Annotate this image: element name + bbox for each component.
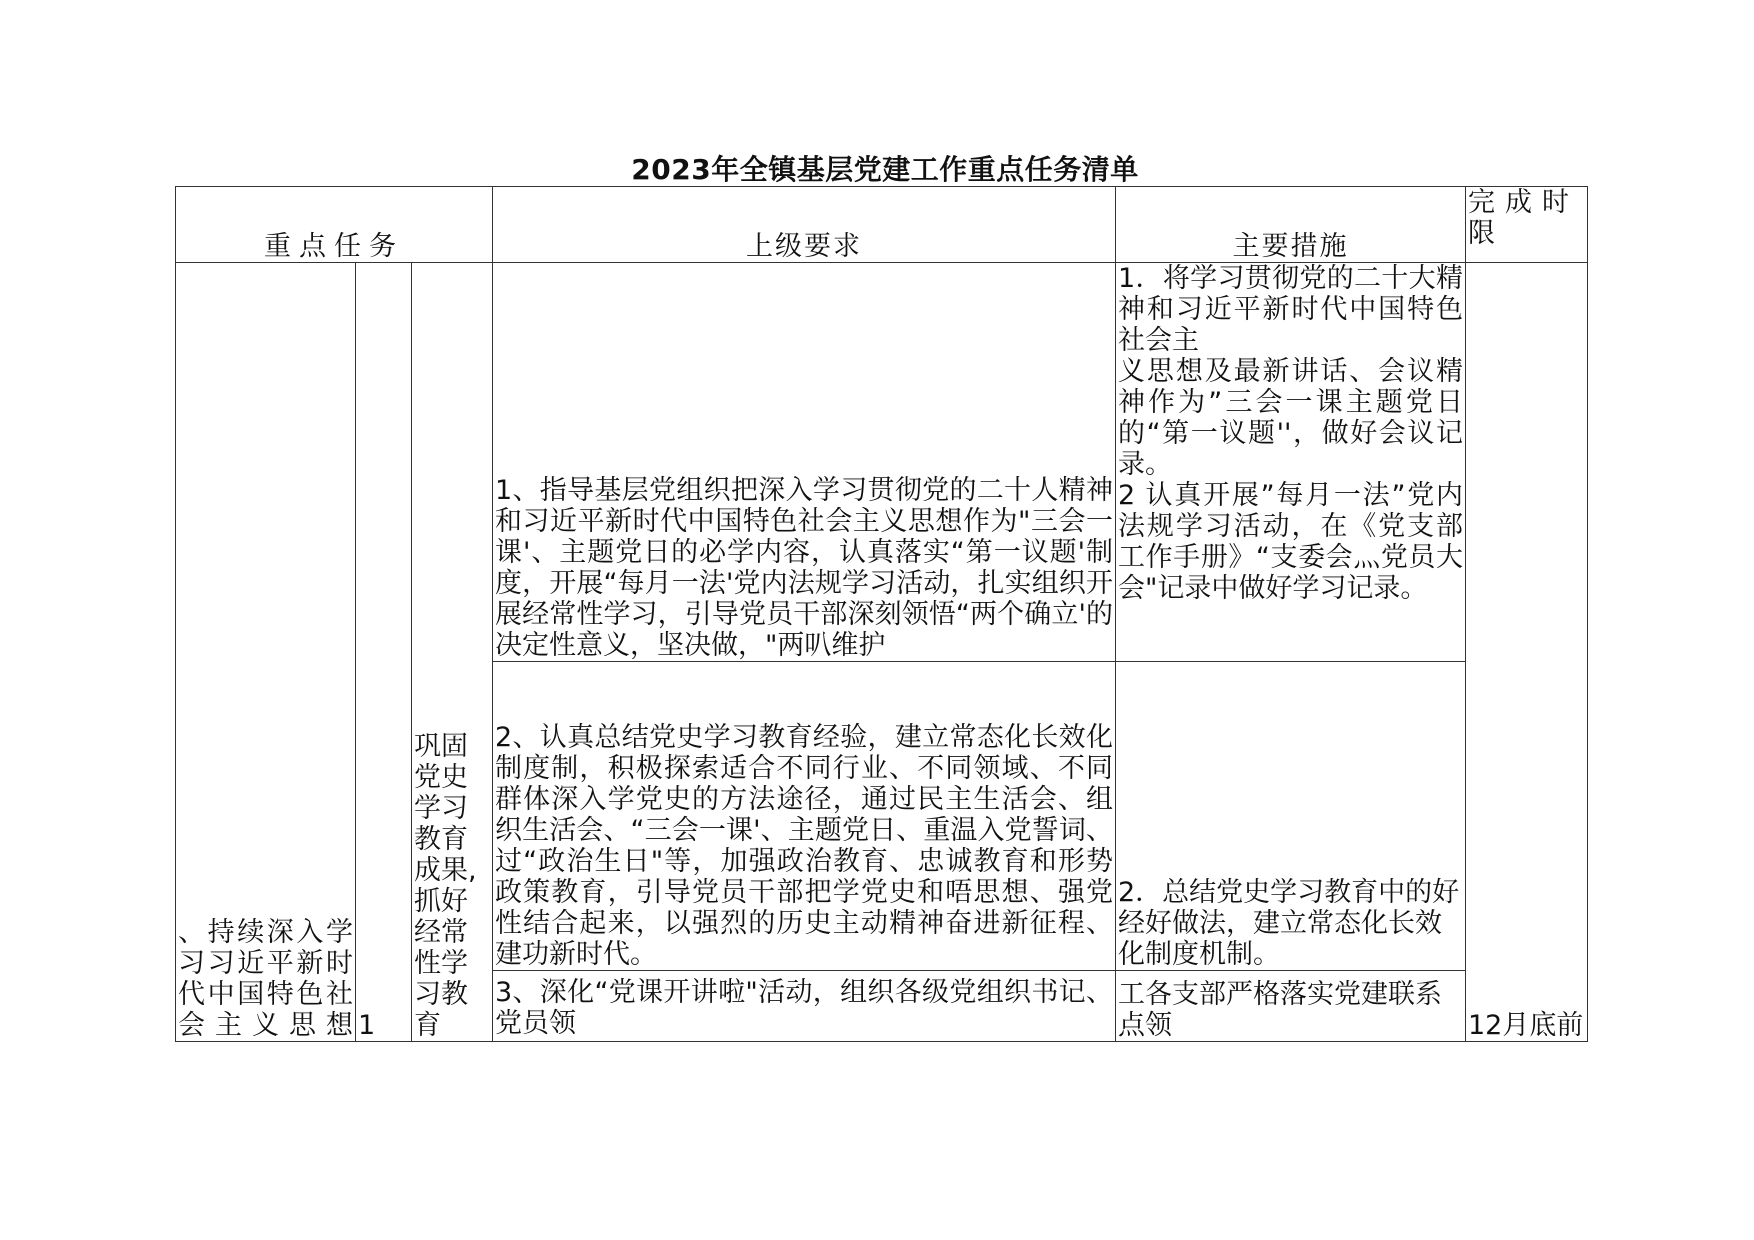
header-requirement: 上级要求 bbox=[493, 187, 1116, 263]
table-row bbox=[176, 263, 1588, 662]
requirement-cell: 2、认真总结党史学习教育经验，建立常态化长效化制度制，积极探索适合不同行业、不同领域、不同群体深入学党史的方法途径，通过民主生活会、组织生活会、“三会一课'、主题党日、重温入党誓词、过“政治生日"等，加强政治教育、忠诚教育和形势政策教育，引导党员干部把学党史和唔思想、强党性结合起来，以强烈的历史主动精神奋进新征程、建功新时代。 bbox=[493, 662, 1116, 971]
goal-text: 、持续深入学习习近平新时代中国特色社会主义思想 bbox=[178, 917, 353, 1041]
deadline-cell: 12月底前 bbox=[1466, 263, 1588, 1042]
requirement-cell: 1、指导基层党组织把深入学习贯彻党的二十人精神和习近平新时代中国特色社会主义思想作为"三会一课'、主题党日的必学内容，认真落实“第一议题'制度，开展“每月一法'党内法规学习活动，扎实组织开展经常性学习，引导党员干部深刻领悟“两个确立'的决定性意义，坚决做，"两叭维护 bbox=[493, 263, 1116, 662]
measures-cell: 工各支部严格落实党建联系点领 bbox=[1116, 971, 1466, 1042]
header-measures: 主要措施 bbox=[1116, 187, 1466, 263]
task-table bbox=[175, 186, 1588, 1042]
goal-cell bbox=[176, 263, 356, 1042]
measures-cell: 1．将学习贯彻党的二十大精神和习近平新时代中国特色社会主 义思想及最新讲话、会议精神作为”三会一课主题党日的“第一议题''，做好会议记录。 2 认真开展”每月一法”党内法规学习活动，在《党支部工作手册》“支委会灬党员大会"记录中做好学习记录。 bbox=[1116, 263, 1466, 662]
subtask-cell: 巩固党史学习教育成果,抓好经常性学习教育 bbox=[412, 263, 493, 1042]
header-deadline: 完成时限 bbox=[1466, 187, 1588, 263]
document-title: 2023年全镇基层党建工作重点任务清单 bbox=[631, 153, 1139, 186]
goal-number: 1 bbox=[356, 263, 412, 1042]
table-header-row bbox=[176, 187, 1588, 263]
requirement-cell: 3、深化“党课开讲啦"活动，组织各级党组织书记、党员领 bbox=[493, 971, 1116, 1042]
header-key-task: 重点任务 bbox=[176, 187, 493, 263]
measures-cell: 2．总结党史学习教育中的好经好做法，建立常态化长效化制度机制。 bbox=[1116, 662, 1466, 971]
